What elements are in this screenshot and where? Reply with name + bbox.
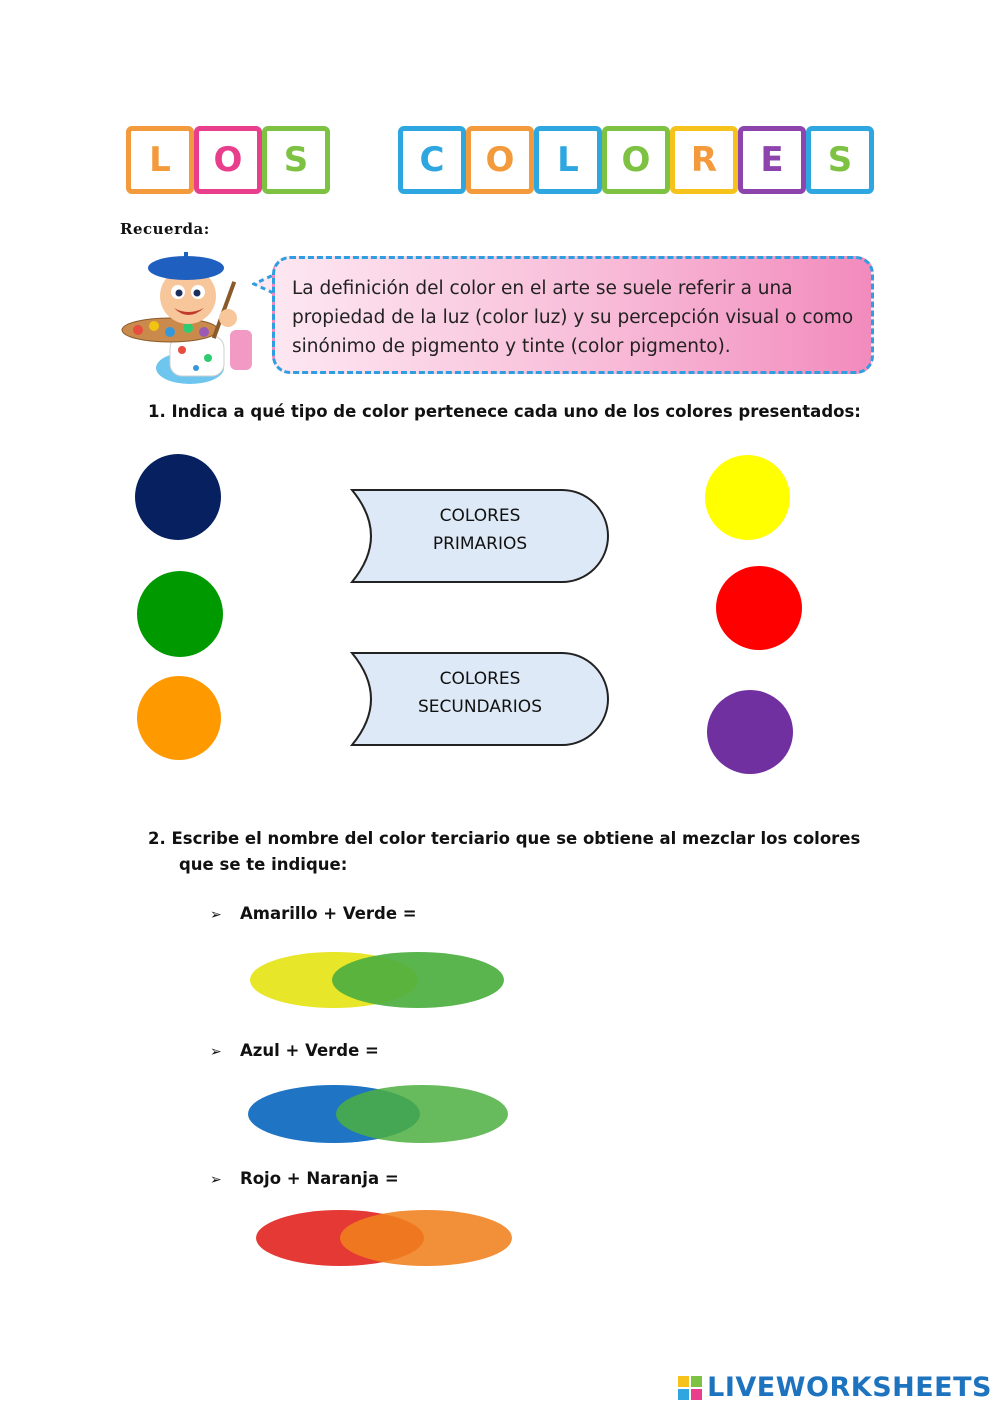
color-circle[interactable] [707, 690, 793, 774]
color-circle[interactable] [137, 676, 221, 760]
tag-label-line: PRIMARIOS [432, 534, 528, 554]
mix-ellipses-2 [246, 1083, 512, 1147]
tag-label-line: COLORES [439, 669, 521, 689]
title-letter-block: L [534, 126, 602, 194]
question-1: 1. Indica a qué tipo de color pertenece cada uno de los colores presentados: [148, 402, 861, 421]
footer-brand [677, 1372, 992, 1403]
title-letter-block: C [398, 126, 466, 194]
color-circle[interactable] [705, 455, 790, 540]
painter-boy-illustration [118, 250, 268, 385]
recuerda-label: Recuerda: [120, 220, 210, 238]
title-letter-block: O [602, 126, 670, 194]
liveworksheets-logo-icon [677, 1375, 703, 1401]
title-letter-block: L [126, 126, 194, 194]
mix-label[interactable]: Azul + Verde = [240, 1041, 379, 1060]
bubble-text: La definición del color en el arte se suele referir a una propiedad de la luz (color luz) y su percepción visual o como sinónimo de pigmento y tinte (color pigmento). [292, 278, 854, 357]
question-2-line2: que se te indique: [179, 855, 348, 874]
arrow-bullet-icon: ➢ [210, 1044, 222, 1060]
arrow-bullet-icon: ➢ [210, 907, 222, 923]
question-2 [148, 826, 860, 878]
footer-brand-text: LIVEWORKSHEETS [707, 1372, 992, 1403]
title-letter-blocks [126, 126, 876, 196]
arrow-bullet-icon: ➢ [210, 1172, 222, 1188]
title-letter-block: S [806, 126, 874, 194]
title-letter-block: E [738, 126, 806, 194]
title-letter-block: S [262, 126, 330, 194]
mix-ellipses-3 [254, 1208, 516, 1270]
title-letter-block: R [670, 126, 738, 194]
mix-label[interactable]: Rojo + Naranja = [240, 1169, 399, 1188]
color-circle[interactable] [137, 571, 223, 657]
secondary-colors-label [390, 665, 570, 721]
mix-label[interactable]: Amarillo + Verde = [240, 904, 417, 923]
title-letter-block: O [194, 126, 262, 194]
question-2-line1: 2. Escribe el nombre del color terciario que se obtiene al mezclar los colores [148, 829, 861, 848]
mix-item-2 [210, 1041, 379, 1060]
tag-label-line: SECUNDARIOS [418, 697, 542, 717]
tag-label-line: COLORES [439, 506, 521, 526]
mix-item-1 [210, 904, 417, 923]
title-letter-block: O [466, 126, 534, 194]
mix-item-3 [210, 1169, 399, 1188]
color-circle[interactable] [135, 454, 221, 540]
primary-colors-label [390, 502, 570, 558]
mix-ellipses-1 [248, 950, 510, 1012]
color-circle[interactable] [716, 566, 802, 650]
